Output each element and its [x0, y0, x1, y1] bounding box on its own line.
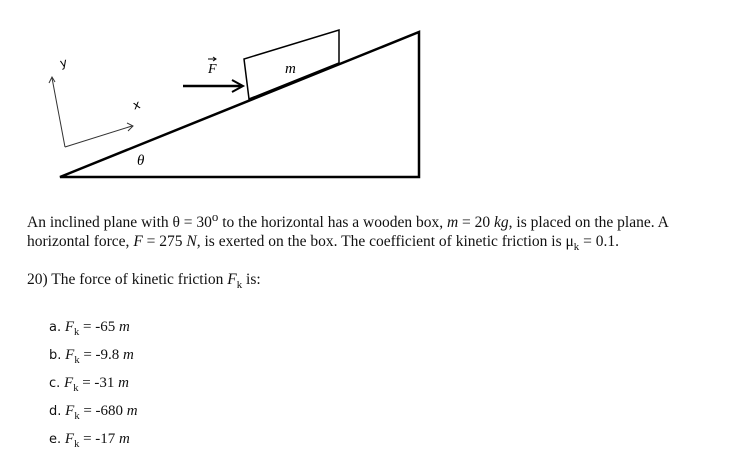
force-variable: F	[133, 233, 143, 251]
answer-choice-c[interactable]	[49, 372, 138, 400]
choice-variable: F	[64, 319, 75, 335]
choice-subscript: k	[74, 355, 80, 366]
question-subscript: k	[236, 279, 243, 292]
answer-choice-e[interactable]	[49, 428, 138, 456]
mu-subscript: k	[573, 241, 580, 254]
y-axis-label: y	[58, 55, 69, 71]
x-axis-line	[65, 126, 132, 147]
choice-letter: e.	[49, 432, 62, 447]
choice-unit: m	[123, 347, 134, 363]
choice-unit: m	[126, 403, 138, 419]
choice-subscript: k	[74, 327, 80, 338]
question-text: is:	[242, 271, 261, 288]
choice-value: = -17	[79, 431, 120, 447]
choice-subscript: k	[73, 383, 79, 394]
mass-variable: m	[446, 214, 459, 232]
problem-text: to the horizontal has a wooden box,	[218, 214, 447, 232]
choice-letter: a.	[49, 320, 62, 335]
choice-variable: F	[64, 431, 75, 447]
question-variable: F	[227, 271, 237, 288]
degree-sup: o	[211, 209, 219, 224]
problem-text: , is placed on the plane. A	[508, 214, 669, 232]
problem-text: , is exerted on the box. The coefficient of kinetic friction is μ	[196, 233, 574, 251]
choice-letter: d.	[49, 404, 62, 419]
problem-text: = 20	[458, 214, 495, 232]
choice-value: = -9.8	[79, 347, 124, 363]
y-axis-line	[52, 78, 65, 147]
choice-value: = -680	[79, 403, 127, 419]
choice-subscript: k	[74, 439, 80, 450]
question-text: 20) The force of kinetic friction	[27, 271, 228, 288]
problem-statement	[27, 207, 717, 257]
choice-value: = -31	[78, 375, 119, 391]
problem-text: = 275	[142, 233, 187, 251]
problem-text: = 0.1.	[579, 233, 619, 251]
ramp-triangle	[60, 32, 419, 177]
choice-variable: F	[64, 375, 74, 391]
choice-value: = -65	[79, 319, 119, 335]
choice-unit: m	[119, 319, 130, 335]
choice-unit: m	[118, 375, 130, 391]
answer-choice-d[interactable]	[49, 400, 138, 428]
question-prompt	[27, 270, 261, 295]
choice-letter: b.	[49, 348, 62, 363]
mass-label: m	[285, 61, 296, 77]
choice-unit: m	[119, 431, 130, 447]
kg-unit: kg	[494, 214, 509, 232]
force-label: F	[208, 62, 217, 77]
answer-choice-b[interactable]	[49, 344, 138, 372]
answer-choices	[49, 316, 138, 456]
choice-subscript: k	[74, 411, 80, 422]
x-axis-label: x	[131, 97, 142, 113]
problem-text: horizontal force,	[27, 233, 134, 251]
answer-choice-a[interactable]	[49, 316, 138, 344]
angle-label: θ	[137, 153, 145, 169]
inclined-plane-diagram	[0, 0, 731, 200]
newton-unit: N	[186, 233, 197, 251]
choice-variable: F	[65, 347, 75, 363]
choice-variable: F	[65, 403, 75, 419]
choice-letter: c.	[49, 376, 61, 391]
problem-text: An inclined plane with θ = 30	[27, 214, 212, 232]
